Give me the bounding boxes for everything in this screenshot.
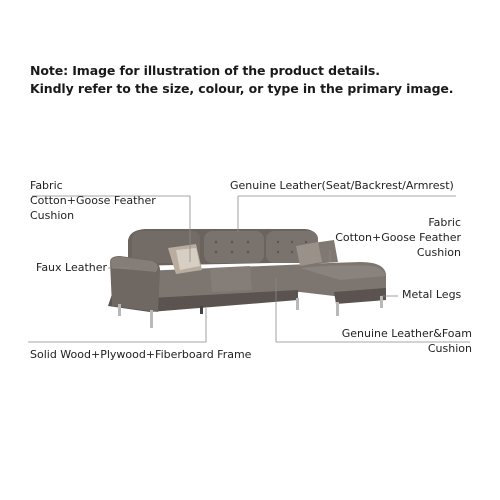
label-fabric-left (30, 178, 156, 223)
note-line-2: Kindly refer to the size, colour, or type in the primary image. (30, 81, 454, 96)
label-fabric-left-line1: Fabric (30, 179, 63, 192)
label-genuine-leather-top: Genuine Leather(Seat/Backrest/Armrest) (230, 179, 454, 192)
label-fabric-right-line1: Fabric (428, 216, 461, 229)
label-frame: Solid Wood+Plywood+Fiberboard Frame (30, 348, 252, 361)
label-genuine-leather-foam (342, 326, 472, 356)
label-faux-leather: Faux Leather (36, 261, 108, 274)
label-fabric-right-line2: Cotton+Goose Feather (335, 231, 461, 244)
label-fabric-right (335, 215, 461, 260)
label-fabric-left-line2: Cotton+Goose Feather (30, 194, 156, 207)
label-fabric-left-line3: Cushion (30, 209, 75, 222)
label-genuine-leather-foam-line2: Cushion (427, 342, 472, 355)
label-metal-legs: Metal Legs (402, 288, 462, 301)
label-fabric-right-line3: Cushion (416, 246, 461, 259)
note-line-1: Note: Image for illustration of the product details. (30, 63, 380, 78)
label-genuine-leather-foam-line1: Genuine Leather&Foam (341, 327, 472, 340)
